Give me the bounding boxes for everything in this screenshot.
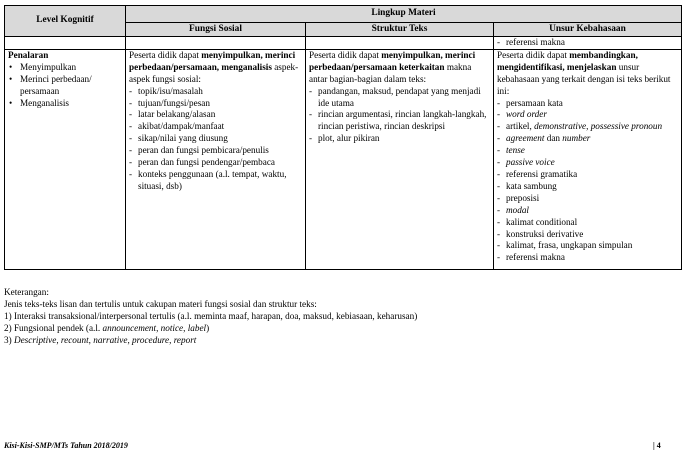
list-item: • Menganalisis (8, 98, 122, 110)
list-item: - kata sambung (497, 181, 678, 193)
intro-bold: membandingkan, mengidentifikasi, menjelaskan (497, 49, 638, 72)
fungsi-intro (129, 50, 302, 86)
notes-heading: Keterangan: (4, 287, 49, 297)
note-text: , (127, 335, 133, 346)
note-text: , (88, 335, 94, 346)
list-item: - akibat/dampak/manfaat (129, 121, 302, 133)
list-item: - sikap/nilai yang diusung (129, 133, 302, 145)
note-text-italic: label (187, 323, 207, 334)
ref-cell-unsur (494, 37, 682, 50)
intro-text: aspek-aspek fungsi sosial: (129, 61, 299, 84)
list-item: - konteks penggunaan (a.l. tempat, waktu, situasi, dsb) (129, 169, 302, 193)
notes-line: 1) Interaksi transaksional/interpersonal tertulis (a.l. meminta maaf, harapan, doa, maksud, kebiasaan, keharusan) (4, 311, 418, 322)
note-text: ) (206, 323, 210, 334)
header-fungsi-sosial: Fungsi Sosial (126, 23, 306, 37)
list-item: - tense (497, 145, 678, 157)
intro-text: Peserta didik dapat (497, 49, 570, 60)
list-item (497, 121, 678, 133)
list-item: - latar belakang/alasan (129, 109, 302, 121)
list-item: - word order (497, 109, 678, 121)
unsur-cell (494, 49, 682, 269)
item-text-italic: number (562, 133, 591, 144)
list-item: - topik/isu/masalah (129, 86, 302, 98)
level-title: Penalaran (8, 49, 49, 60)
list-item: - peran dan fungsi pendengar/pembaca (129, 157, 302, 169)
ref-cell-fungsi (126, 37, 306, 50)
list-item: - passive voice (497, 157, 678, 169)
fungsi-cell (126, 49, 306, 269)
materi-table (4, 5, 682, 270)
ref-cell-struktur (306, 37, 494, 50)
notes-line (4, 322, 683, 334)
note-text-italic: narrative (93, 335, 128, 346)
list-item: - kalimat conditional (497, 217, 678, 229)
notes-section (4, 286, 683, 346)
note-text-italic: report (173, 335, 197, 346)
ref-cell-level (5, 37, 126, 50)
note-text-italic: notice (160, 323, 184, 334)
note-text-italic: procedure (132, 335, 170, 346)
intro-bold: menyimpulkan, merinci perbedaan/persamaan, menganalisis (129, 49, 296, 72)
list-item: - pandangan, maksud, pendapat yang menjadi ide utama (309, 86, 490, 110)
list-item: - peran dan fungsi pembicara/penulis (129, 145, 302, 157)
list-item (497, 133, 678, 145)
header-level-kognitif: Level Kognitif (5, 6, 126, 37)
intro-text: makna antar bagian-bagian dalam teks: (309, 61, 472, 84)
list-item: - rincian argumentasi, rincian langkah-langkah, rincian peristiwa, rincian deskripsi (309, 109, 490, 133)
notes-line: Jenis teks-teks lisan dan tertulis untuk cakupan materi fungsi sosial dan struktur teks: (4, 299, 317, 310)
footer-title: Kisi-Kisi-SMP/MTs Tahun 2018/2019 (4, 441, 128, 450)
note-text: , (169, 335, 174, 346)
header-struktur-teks: Struktur Teks (306, 23, 494, 37)
item-text-italic: demonstrative, possessive pronoun (534, 121, 663, 132)
note-text: 2) Fungsional pendek (a.l. (4, 323, 103, 334)
page-number: | 4 (653, 441, 661, 450)
list-item: • Menyimpulkan (8, 62, 122, 74)
item-text: dan (544, 133, 563, 144)
list-item: - referensi makna (497, 37, 678, 49)
list-item: - referensi makna (497, 252, 678, 264)
intro-text: unsur kebahasaan yang terkait dengan isi teks berikut ini: (497, 61, 671, 96)
unsur-intro (497, 50, 678, 98)
list-item: - tujuan/fungsi/pesan (129, 98, 302, 110)
item-text: artikel, (506, 121, 535, 132)
note-text: 3) (4, 335, 14, 346)
item-text-italic: agreement (506, 133, 545, 144)
list-item: - plot, alur pikiran (309, 133, 490, 145)
note-text: , (56, 335, 61, 346)
note-text: , (183, 323, 188, 334)
intro-bold: menyimpulkan, merinci perbedaan/persamaan keterkaitan (309, 49, 476, 72)
list-item: - konstruksi derivative (497, 229, 678, 241)
list-item: - preposisi (497, 193, 678, 205)
list-item: - kalimat, frasa, ungkapan simpulan (497, 240, 678, 252)
note-text-italic: Descriptive (13, 335, 57, 346)
note-text-italic: announcement (102, 323, 157, 334)
list-item: - referensi gramatika (497, 169, 678, 181)
notes-line (4, 334, 683, 346)
intro-text: Peserta didik dapat (309, 49, 382, 60)
header-unsur-kebahasaan: Unsur Kebahasaan (494, 23, 682, 37)
level-cell (5, 49, 126, 269)
struktur-intro (309, 50, 490, 86)
struktur-cell (306, 49, 494, 269)
header-lingkup-materi: Lingkup Materi (126, 6, 682, 23)
note-text-italic: recount (60, 335, 89, 346)
note-text: , (156, 323, 161, 334)
list-item: - modal (497, 205, 678, 217)
list-item: • Merinci perbedaan/ persamaan (8, 74, 122, 98)
intro-text: Peserta didik dapat (129, 49, 202, 60)
list-item: - persamaan kata (497, 98, 678, 110)
